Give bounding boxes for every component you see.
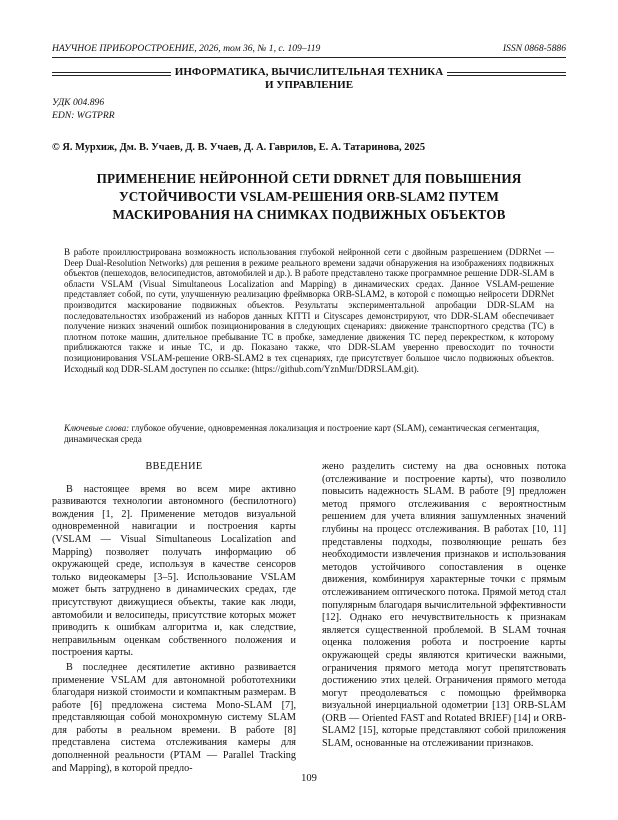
- keywords-text: глубокое обучение, одновременная локализация и построение карт (SLAM), семантическая сегментация, динамическая среда: [64, 423, 540, 444]
- title-line: УСТОЙЧИВОСТИ VSLAM-РЕШЕНИЯ ORB-SLAM2 ПУТЕМ: [119, 189, 499, 204]
- section-title-line1: ИНФОРМАТИКА, ВЫЧИСЛИТЕЛЬНАЯ ТЕХНИКА: [174, 66, 444, 78]
- right-column: [322, 461, 566, 753]
- title-line: ПРИМЕНЕНИЕ НЕЙРОННОЙ СЕТИ DDRNET ДЛЯ ПОВЫШЕНИЯ: [96, 171, 522, 186]
- keywords-label: Ключевые слова:: [64, 423, 130, 433]
- author-list: © Я. Мурхиж, Дм. В. Учаев, Д. В. Учаев, Д. А. Гаврилов, Е. А. Татаринова, 2025: [52, 142, 426, 153]
- paper-title: [52, 170, 566, 224]
- running-header: [52, 43, 566, 54]
- section-heading: [52, 66, 566, 92]
- keywords: [64, 423, 554, 445]
- title-line: МАСКИРОВАНИЯ НА СНИМКАХ ПОДВИЖНЫХ ОБЪЕКТОВ: [112, 207, 506, 222]
- section-title-line2: И УПРАВЛЕНИЕ: [264, 79, 354, 91]
- body-paragraph: В последнее десятилетие активно развивается применение VSLAM для автономной робототехники благодаря низкой стоимости и компактным размерам. В работе [6] предложена система Mono-SLAM [7], представляющая собой монохромную систему SLAM для работы в реальном времени. В работе [8] представлена система отслеживания камеры для дополненной реальности (PTAM — Parallel Tracking and Mapping), в которой предло-: [52, 661, 296, 774]
- section-rule-right: [447, 72, 566, 73]
- journal-citation: НАУЧНОЕ ПРИБОРОСТРОЕНИЕ, 2026, том 36, № 1, с. 109–119: [52, 43, 321, 54]
- left-column: [52, 461, 296, 777]
- page-number: 109: [301, 773, 317, 784]
- body-paragraph: жено разделить систему на два основных потока (отслеживание и построение карты), что позволило повысить надежность SLAM. В работе [9] предложен метод прямого отслеживания с вероятностным решением для учета влияния зашумленных значений глубины на процесс отслеживания. В работах [10, 11] представлены подходы, позволяющие решать без необходимости извлечения признаков и использования методов устойчивого сопоставления в оценке движения, комбинируя характерные точки с прямым отслеживанием оптического потока. Прямой метод стал популярным благодаря вычислительной эффективности [12]. Однако его нечувствительность к признакам является существенной проблемой. В SLAM точная оценка положения робота и построение карты окружающей среды являются критически важными, ограничения прямого метода могут препятствовать достижению этих целей. Ограничения прямого метода могут преодолеваться с помощью фреймворка визуальной инерциальной одометрии [13] ORB-SLAM (ORB — Oriented FAST and Rotated BRIEF) [14] и ORB-SLAM2 [15], которые представляют собой приложения SLAM, основанные на отслеживании признаков.: [322, 461, 566, 750]
- abstract: В работе проиллюстрирована возможность использования глубокой нейронной сети с двойным разрешением (DDRNet — Deep Dual-Resolution Networks) для решения в режиме реального времени задачи обнаружения на изображениях подвижных объектов (пешеходов, велосипедистов, автомобилей и др.). В работе представлено также программное решение DDR-SLAM в области VSLAM (Visual Simultaneous Localization and Mapping) в динамических средах. Данное VSLAM-решение представляет собой, по сути, улучшенную реализацию фреймворка ORB-SLAM2, в которой с помощью нейросети DDRNet производится маскирование подвижных объектов. Результаты экспериментальной апробации DDR-SLAM на последовательностях изображений из наборов данных KITTI и Cityscapes демонстрируют, что DDR-SLAM обеспечивает получение низких значений ошибок позиционирования в следующих сценариях: движение транспортного средства (ТС) в плотном потоке машин, длительное пребывание ТС в пробке, замедление движения ТС перед перекрестком, к которому приближаются также и иные ТС, и др. Показано также, что DDR-SLAM уверенно превосходит по точности позиционирования VSLAM-решение ORB-SLAM2 в тех сценариях, где присутствует большое число подвижных объектов. Исходный код DDR-SLAM доступен по ссылке: (https://github.com/YznMur/DDRSLAM.git).: [64, 247, 554, 374]
- intro-heading: ВВЕДЕНИЕ: [145, 461, 203, 472]
- udk-code: УДК 004.896: [52, 97, 105, 108]
- edn-code: EDN: WGTPRR: [52, 110, 115, 121]
- section-rule-left: [52, 72, 171, 73]
- issn: ISSN 0868-5886: [502, 43, 566, 54]
- header-rule: [52, 57, 566, 58]
- body-paragraph: В настоящее время во всем мире активно развиваются технологии автономного (беспилотного) вождения [1, 2]. Применение методов визуальной одновременной навигации и построения карты (VSLAM — Visual Simultaneous Localization and Mapping) позволяет получать информацию об окружающей среде, используя в качестве сенсоров только видеокамеры [3–5]. Использование VSLAM может быть затруднено в динамических средах, где присутствуют движущиеся объекты, такие как люди, автомобили и велосипеды, присутствие которых может приводить к ошибкам алгоритма и, как следствие, неправильным оценкам собственного положения и построения карты.: [52, 483, 296, 659]
